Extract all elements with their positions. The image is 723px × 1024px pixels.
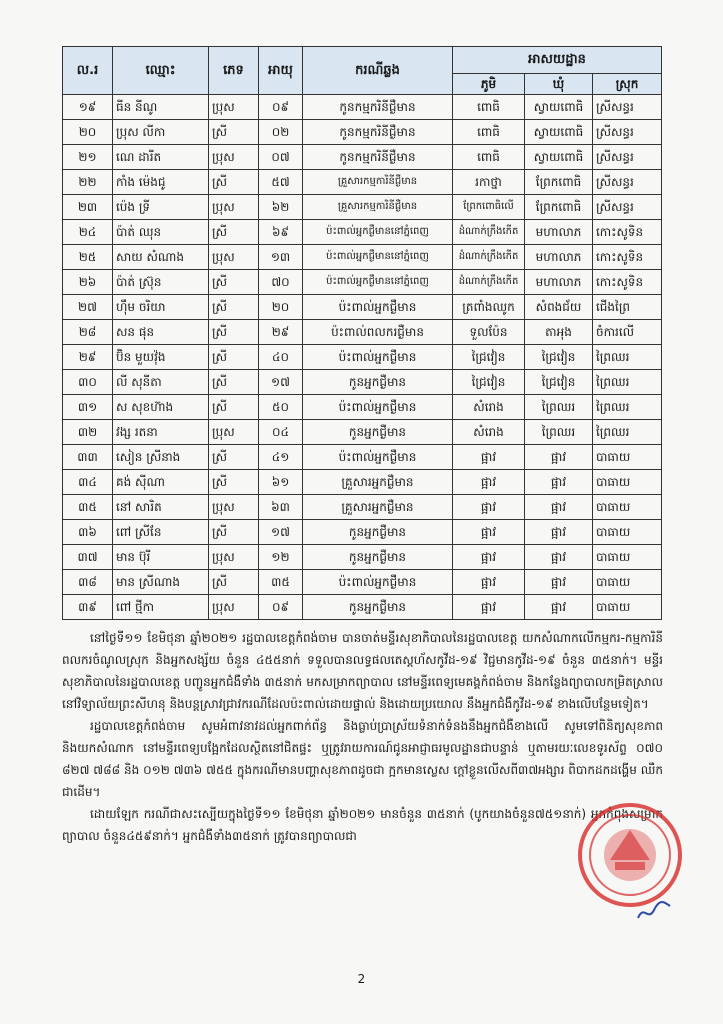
cell-no: ២៤ [63,220,113,245]
cell-no: ៣៦ [63,520,113,545]
cell-name: ប៊ិន មួយវ៉ុង [113,345,209,370]
table-row [63,245,662,270]
paragraph-2: រដ្ឋបាលខេត្តកំពង់ចាម សូមអំពាវនាវដល់អ្នកពាក់ព័ន្ធ និងធ្លាប់ប្រាស្រ័យទំនាក់ទំនងនឹងអ្នកជំងឺខាងលើ សូមទៅពិនិត្យសុខភាព និងយកសំណាក នៅមន្ទីរពេទ្យបង្អែកដែលស្ថិតនៅជិតផ្ទះ ឬត្រូវរាយការណ៍ជូនអាជ្ញាធរមូលដ្ឋានជាបន្ទាន់ ឬតាមរយៈលេខទូរស័ព្ទ ០៧០ ៨២៧ ៧៨៨ និង ០១២ ៧៣៦ ៧៥៥ ក្នុងករណីមានបញ្ហាសុខភាពដូចជា ក្អកមានស្លេស ក្តៅខ្លួនលើសពី៣៧អង្សារ ពិបាកដកដង្ហើម ឈឺក ជាដើម។ [62,719,663,799]
cell-village: ព្រែកពោធិលើ [453,195,525,220]
cell-name: ពៅ ថ្មីកា [113,595,209,620]
cell-commune: ផ្អាវ [525,470,593,495]
table-row [63,295,662,320]
cell-commune: ស្វាយពោធិ [525,120,593,145]
cell-age: ១៧ [259,370,303,395]
cell-case-type: កូនអ្នកជ្ងឺមាន [303,520,453,545]
table-row [63,145,662,170]
cell-age: ៦១ [259,470,303,495]
cell-commune: ស្វាយពោធិ [525,145,593,170]
cell-village: ផ្អាវ [453,470,525,495]
cell-commune: ផ្អាវ [525,520,593,545]
cell-name: ហ៊ឹម ចរិយា [113,295,209,320]
table-row [63,495,662,520]
cell-no: ៣៥ [63,495,113,520]
cell-commune: មហាលាភ [525,270,593,295]
cell-case-type: ប៉ះពាល់អ្នកជ្ងឺមាននៅភ្នំពេញ [303,245,453,270]
cell-name: សាយ សំណាង [113,245,209,270]
body-text [62,627,663,847]
header-commune: ឃុំ [525,74,593,95]
cell-village: ផ្អាវ [453,445,525,470]
cell-name: ស សុខហ៊ាង [113,395,209,420]
cell-no: ៣៧ [63,545,113,570]
cell-age: ១៣ [259,245,303,270]
cell-village: ទួលប៉ែន [453,320,525,345]
cell-village: ពោធិ [453,95,525,120]
table-row [63,195,662,220]
header-age: អាយុ [259,47,303,95]
cell-name: គង់ ស៊ីណា [113,470,209,495]
cell-village: ផ្អាវ [453,495,525,520]
cell-case-type: គ្រួសារកម្មការិនីជ្ងឺមាន [303,170,453,195]
cell-no: ៣៨ [63,570,113,595]
table-row [63,520,662,545]
cell-name: កាំង ម៉េងជូ [113,170,209,195]
cell-village: រកាថ្នា [453,170,525,195]
cell-case-type: កូនអ្នកជ្ងឺមាន [303,370,453,395]
cell-name: នៅ សារិត [113,495,209,520]
cell-no: ១៩ [63,95,113,120]
cell-village: ដំណាក់ក្រឹងកើត [453,270,525,295]
cell-age: ៥៧ [259,170,303,195]
cell-no: ៣២ [63,420,113,445]
cell-age: ០២ [259,120,303,145]
page-number: 2 [357,972,366,986]
cell-name: លី សុនីតា [113,370,209,395]
cell-no: ២៩ [63,345,113,370]
cell-sex: ប្រុស [209,420,259,445]
cell-age: ៤០ [259,345,303,370]
cell-village: ផ្អាវ [453,570,525,595]
header-sex: ភេទ [209,47,259,95]
cell-name: មាន ស្រីណាង [113,570,209,595]
cell-district: ព្រៃឈរ [593,345,662,370]
cell-commune: ព្រែកពោធិ [525,170,593,195]
cell-sex: ប្រុស [209,595,259,620]
cell-sex: ប្រុស [209,245,259,270]
cell-no: ៣៣ [63,445,113,470]
cell-sex: ស្រី [209,370,259,395]
cell-age: ០៤ [259,420,303,445]
cell-village: ដំណាក់ក្រឹងកើត [453,245,525,270]
cell-no: ២០ [63,120,113,145]
cell-case-type: កូនអ្នកជ្ងឺមាន [303,545,453,570]
signature-icon [636,900,672,924]
cell-name: ប៉ាត់ ស្រ៊ុន [113,270,209,295]
cell-no: ២៦ [63,270,113,295]
cell-sex: ប្រុស [209,495,259,520]
table-row [63,395,662,420]
cell-age: ៥០ [259,395,303,420]
cell-district: ស្រីសន្ធរ [593,195,662,220]
table-row [63,445,662,470]
table-row [63,345,662,370]
cell-sex: ស្រី [209,270,259,295]
cell-commune: ស្វាយពោធិ [525,95,593,120]
cell-district: ស្រីសន្ធរ [593,170,662,195]
cell-no: ៣០ [63,370,113,395]
header-address: អាសយដ្ឋាន [453,47,662,74]
header-district: ស្រុក [593,74,662,95]
cell-no: ៣៩ [63,595,113,620]
cell-village: ផ្អាវ [453,595,525,620]
cell-case-type: ប៉ះពាល់អ្នកជ្ងឺមាននៅភ្នំពេញ [303,270,453,295]
cell-sex: ស្រី [209,120,259,145]
cell-district: បាធាយ [593,495,662,520]
cell-sex: ស្រី [209,295,259,320]
cell-case-type: ប៉ះពាល់អ្នកជ្ងឺមាន [303,570,453,595]
cell-age: ២៩ [259,320,303,345]
cell-case-type: គ្រួសារកម្មការិនីជ្ងឺមាន [303,195,453,220]
cell-case-type: កូនកម្មករិនីជ្ងឺមាន [303,120,453,145]
cell-age: ៦៩ [259,220,303,245]
paragraph-1: នៅថ្ងៃទី១១ ខែមិថុនា ឆ្នាំ២០២១ រដ្ឋបាលខេត្តកំពង់ចាម បានចាត់មន្ទីរសុខាភិបាលនៃរដ្ឋបាលខេត្ត យកសំណាកលើកម្មករ-កម្មការិនី ពលករចំណូលស្រុក និងអ្នកសង្ស័យ ចំនួន ៤៥៥នាក់ ទទួលបានលទ្ធផលតេស្តហ័សកូវីដ-១៩ វិជ្ជមានកូវីដ-១៩ ចំនួន ៣៥នាក់។ មន្ទីរសុខាភិបាលនៃរដ្ឋបាលខេត្ត បញ្ជូនអ្នកជំងឺទាំង ៣៥នាក់ មកសម្រាកព្យាបាល នៅមន្ទីរពេទ្យមេគង្គកំពង់ចាម និងកន្លែងព្យាបាលកម្រិតស្រាល នៅវិទ្យាល័យព្រះសីហនុ និងបន្តស្រាវជ្រាវករណីដែលប៉ះពាល់ដោយផ្ទាល់ និងដោយប្រយោល នឹងអ្នកជំងឺកូវីដ-១៩ ខាងលើបន្ថែមទៀត។ [62,631,663,711]
cell-no: ២៨ [63,320,113,345]
cell-no: ២៥ [63,245,113,270]
cell-age: ៦២ [259,195,303,220]
cell-name: វង្ស រតនា [113,420,209,445]
paragraph-3: ដោយឡែក ករណីជាសះស្បើយក្នុងថ្ងៃទី១១ ខែមិថុនា ឆ្នាំ២០២១ មានចំនួន ៣៥នាក់ (បូកយាងចំនួន៧៥១នាក់) អ្នកកំពុងសម្រាកព្យាបាល ចំនួន៤៥៩នាក់។ អ្នកជំងឺទាំង៣៥នាក់ ត្រូវបានព្យាបាលជា [62,807,663,843]
table-row [63,570,662,595]
table-row [63,545,662,570]
cell-sex: ប្រុស [209,195,259,220]
cell-case-type: ប៉ះពាល់អ្នកជ្ងឺមាន [303,345,453,370]
header-case-type: ករណីឆ្លង [303,47,453,95]
cell-no: ២២ [63,170,113,195]
header-no: ល.រ [63,47,113,95]
cell-sex: ប្រុស [209,95,259,120]
cell-commune: ជ្រៃវៀន [525,345,593,370]
cell-sex: ប្រុស [209,145,259,170]
cell-age: ០៩ [259,95,303,120]
cell-sex: ប្រុស [209,545,259,570]
cell-district: កោះសូទិន [593,270,662,295]
cell-district: បាធាយ [593,545,662,570]
cell-name: ប៉េង ទ្រី [113,195,209,220]
cell-case-type: ប៉ះពាល់ពលករជ្ងឺមាន [303,320,453,345]
cell-no: ៣៤ [63,470,113,495]
cell-district: កោះសូទិន [593,220,662,245]
cell-name: ពៅ ស្រីនែ [113,520,209,545]
cell-sex: ស្រី [209,345,259,370]
cell-village: ជ្រៃវៀន [453,370,525,395]
cell-name: ប៉ាត់ ឈុន [113,220,209,245]
official-seal-icon [575,800,685,910]
cell-no: ២៧ [63,295,113,320]
cell-district: បាធាយ [593,470,662,495]
cell-case-type: ប៉ះពាល់អ្នកជ្ងឺមាន [303,395,453,420]
cell-no: ៣១ [63,395,113,420]
cell-sex: ស្រី [209,520,259,545]
cell-district: ព្រៃឈរ [593,395,662,420]
cell-case-type: ប៉ះពាល់អ្នកជ្ងឺមាននៅភ្នំពេញ [303,220,453,245]
cell-village: សំរោង [453,420,525,445]
cell-village: ផ្អាវ [453,545,525,570]
cell-case-type: កូនអ្នកជ្ងឺមាន [303,595,453,620]
table-body [63,95,662,620]
cell-commune: ផ្អាវ [525,445,593,470]
cell-commune: មហាលាភ [525,245,593,270]
cell-age: ០៩ [259,595,303,620]
cell-case-type: កូនកម្មករិនីជ្ងឺមាន [303,95,453,120]
table-row [63,320,662,345]
cell-district: ស្រីសន្ធរ [593,120,662,145]
table-row [63,95,662,120]
cell-age: ២០ [259,295,303,320]
cell-age: ១២ [259,545,303,570]
cell-district: ព្រៃឈរ [593,420,662,445]
cell-commune: ផ្អាវ [525,495,593,520]
cell-district: ជើងព្រៃ [593,295,662,320]
cell-sex: ស្រី [209,470,259,495]
cell-name: ណេ ដារីត [113,145,209,170]
cell-age: ៧០ [259,270,303,295]
table-row [63,120,662,145]
table-row [63,370,662,395]
cell-name: សៀន ស្រីនាង [113,445,209,470]
table-header [63,47,662,95]
cell-sex: ស្រី [209,320,259,345]
cell-village: ផ្អាវ [453,520,525,545]
cell-commune: មហាលាភ [525,220,593,245]
cell-sex: ស្រី [209,220,259,245]
cell-case-type: គ្រួសារអ្នកជ្ងឺមាន [303,470,453,495]
cell-name: ប្រុស លីកា [113,120,209,145]
cell-village: ជ្រៃវៀន [453,345,525,370]
cell-district: កោះសូទិន [593,245,662,270]
cell-case-type: កូនកម្មករិនីជ្ងឺមាន [303,145,453,170]
cell-district: បាធាយ [593,445,662,470]
cell-commune: ព្រៃឈរ [525,395,593,420]
cell-commune: ផ្អាវ [525,545,593,570]
cell-age: ៦៣ [259,495,303,520]
cell-sex: ស្រី [209,570,259,595]
cell-commune: ផ្អាវ [525,570,593,595]
table-row [63,170,662,195]
cell-commune: ផ្អាវ [525,595,593,620]
cell-sex: ស្រី [209,395,259,420]
cell-village: ត្រពាំងឈូក [453,295,525,320]
cell-district: ស្រីសន្ធរ [593,95,662,120]
cell-district: ចំការលើ [593,320,662,345]
cell-case-type: ប៉ះពាល់អ្នកជ្ងឺមាន [303,295,453,320]
table-row [63,595,662,620]
cell-village: ពោធិ [453,120,525,145]
cell-commune: ព្រៃឈរ [525,420,593,445]
cell-sex: ស្រី [209,445,259,470]
cell-case-type: ប៉ះពាល់អ្នកជ្ងឺមាន [303,445,453,470]
cell-case-type: គ្រួសារអ្នកជ្ងឺមាន [303,495,453,520]
cell-commune: សំពងជ័យ [525,295,593,320]
table-row [63,270,662,295]
header-village: ភូមិ [453,74,525,95]
cell-district: បាធាយ [593,520,662,545]
cell-age: ០៧ [259,145,303,170]
cell-village: ពោធិ [453,145,525,170]
cell-district: បាធាយ [593,595,662,620]
cell-commune: តាអុង [525,320,593,345]
cell-sex: ស្រី [209,170,259,195]
header-name: ឈ្មោះ [113,47,209,95]
table-row [63,470,662,495]
cell-district: ព្រៃឈរ [593,370,662,395]
table-row [63,220,662,245]
cell-district: ស្រីសន្ធរ [593,145,662,170]
cell-name: សន ផុន [113,320,209,345]
cell-name: មាន ប៊ុរី [113,545,209,570]
cell-commune: ព្រែកពោធិ [525,195,593,220]
cell-no: ២១ [63,145,113,170]
cell-district: បាធាយ [593,570,662,595]
cell-village: ដំណាក់ក្រឹងកើត [453,220,525,245]
cell-name: ធីន នីណូ [113,95,209,120]
table-row [63,420,662,445]
cell-case-type: កូនអ្នកជ្ងឺមាន [303,420,453,445]
cell-no: ២៣ [63,195,113,220]
cell-age: ៤១ [259,445,303,470]
cell-commune: ជ្រៃវៀន [525,370,593,395]
cell-age: ១៧ [259,520,303,545]
cell-village: សំរោង [453,395,525,420]
cell-age: ៣៥ [259,570,303,595]
cases-table [62,46,662,620]
